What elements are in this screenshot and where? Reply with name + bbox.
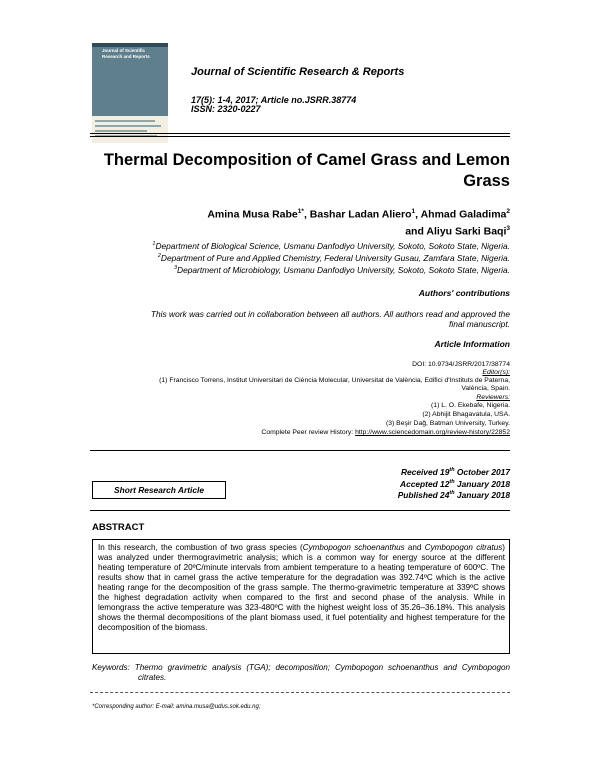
header-rule-bottom: [90, 136, 510, 137]
cover-text-line: [95, 130, 147, 132]
journal-cover-image: [92, 43, 168, 143]
article-info-heading: Article Information: [434, 339, 510, 349]
received-date: Received 19th October 2017: [400, 467, 510, 477]
section-rule: [90, 510, 510, 511]
cover-title: Journal of Scientific Research and Reports: [102, 48, 150, 59]
author-affil-marker: 2: [506, 208, 510, 215]
reviewer-entry: (3) Beşir Dağ, Batman University, Turkey.: [385, 420, 510, 427]
author-conjunction: and: [405, 225, 424, 237]
author-affil-marker: 1: [411, 208, 416, 215]
author-affil-marker: 3: [506, 224, 510, 232]
cover-top-band: [92, 43, 168, 47]
author-name: Aliyu Sarki Baqi: [426, 225, 507, 237]
affiliation: $^2$Department of Pure and Applied Chemistry, Federal University Gusau, Zamfara State, Nigeria.: [157, 253, 510, 263]
species-name: Cymbopogon schoenanthus: [302, 543, 405, 552]
footnote-rule: [90, 692, 510, 693]
peer-review-history-link[interactable]: http://www.sciencedomain.org/review-history/22852: [355, 429, 510, 436]
doi: DOI: 10.9734/JSRR/2017/38774: [412, 361, 510, 368]
author-affil-marker: 1*: [297, 208, 304, 215]
reviewer-entry: (1) L. O. Ekebafe, Nigeria.: [431, 402, 510, 409]
author-name: Amina Musa Rabe: [207, 208, 298, 221]
contributions-text: This work was carried out in collaboration between all authors. All authors read and approved the final manuscript.: [150, 309, 510, 329]
accepted-date: Accepted 12th January 2018: [400, 479, 510, 489]
keywords: [92, 663, 510, 683]
header-rule-top: [90, 133, 510, 134]
keywords-label: Keywords:: [92, 663, 130, 672]
abstract-heading: ABSTRACT: [92, 522, 145, 533]
paper-title-line: Thermal Decomposition of Camel Grass and Lemon: [103, 151, 510, 169]
editor-entry-cont: València, Spain.: [461, 385, 510, 392]
keywords-text: Thermo gravimetric analysis (TGA); decomposition; Cymbopogon schoenanthus and Cymbopogon citrates.: [134, 663, 511, 682]
journal-issue: 17(5): 1-4, 2017; Article no.JSRR.38774: [191, 95, 357, 105]
cover-text-line: [95, 120, 155, 122]
affiliation: $^3$Department of Microbiology, Usmanu Danfodiyo University, Sokoto, Sokoto State, Nigeria.: [173, 265, 510, 275]
cover-bottom-strip: [92, 116, 168, 143]
paper-title-line: Grass: [463, 172, 510, 190]
section-rule: [90, 450, 510, 451]
peer-review-history-label: Complete Peer review History:: [261, 429, 354, 436]
published-date: Published 24th January 2018: [397, 490, 510, 500]
contributions-heading: Authors' contributions: [418, 288, 510, 298]
cover-text-line: [95, 125, 161, 127]
author-name: Bashar Ladan Aliero: [309, 208, 412, 221]
abstract-box: In this research, the combustion of two grass species (Cymbopogon schoenanthus and Cymbopogon citratus) was analyzed under thermogravimetric analysis; which is a common way for energy source at the different heating temperature of 20ºC/minute intervals from ambient temperature to a heating temperature of 600ºC. The results show that in camel grass the active temperature for the degradation was 392.74ºC which is the active heating range for the decomposition of the grass sample. The thermo-gravimetric temperature at 339ºC shows the highest degradation activity when compared to the first and second phase of the analysis. While in lemongrass the active temperature was 323-480ºC with the highest weight loss of 35.26–36.18%. This analysis shows the thermal decompositions of the plant biomass used, it fuel potentiality and highest temperature for the decomposition of the biomass.: [92, 539, 510, 654]
journal-name: Journal of Scientific Research & Reports: [191, 66, 405, 78]
editors-label: Editor(s):: [482, 369, 510, 376]
author-name: Ahmad Galadima: [420, 208, 507, 221]
peer-review-history: [90, 429, 510, 436]
reviewers-label: Reviewers:: [476, 394, 510, 401]
paper-title: [80, 150, 510, 192]
journal-issn: ISSN: 2320-0227: [191, 104, 261, 114]
species-name: Cymbopogon citratus: [424, 543, 503, 552]
article-type-box: Short Research Article: [92, 481, 226, 499]
corresponding-author-footnote: *Corresponding author: E-mail: amina.musa@udus.sok.edu.ng;: [92, 704, 261, 710]
editor-entry: (1) Francisco Torrens, Institut Universitari de Ciència Molecular, Universitat de València, Edifici d'Instituts de Paterna,: [159, 377, 510, 384]
affiliation: $^1$Department of Biological Science, Usmanu Danfodiyo University, Sokoto, Sokoto State, Nigeria.: [152, 241, 510, 251]
author-list: Amina Musa Rabe$^{1*}$, Bashar Ladan Aliero$^1$, Ahmad Galadima$^2$ and Aliyu Sarki Baqi$^3$: [207, 208, 510, 237]
reviewer-entry: (2) Abhijit Bhagavatula, USA.: [422, 411, 510, 418]
